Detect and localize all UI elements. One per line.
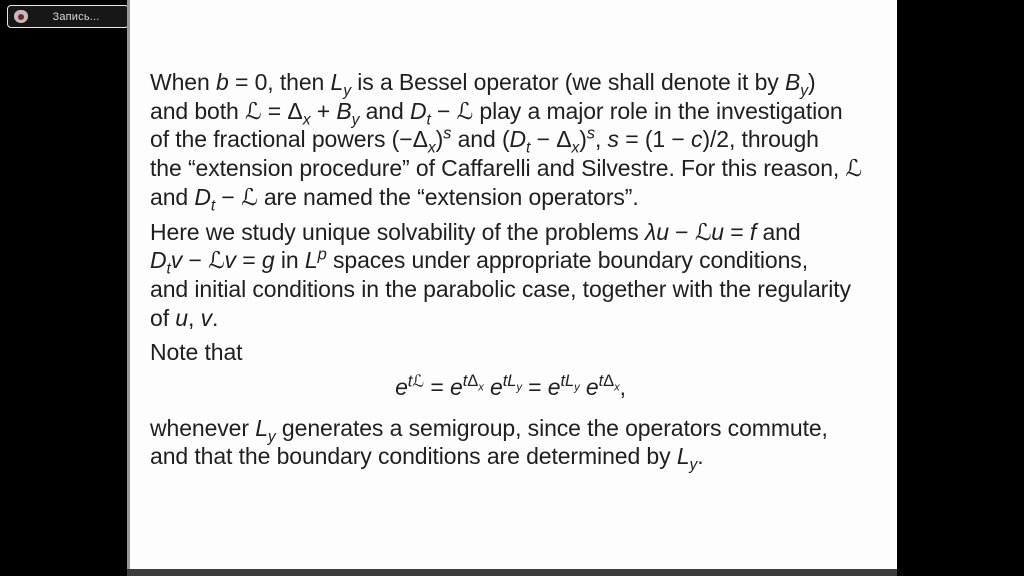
text-line: and both ℒ = $\Delta_x + B_y$ and $D_t$ − ℒ play a major role in the investigation (150, 97, 843, 129)
text-line: of u, v. (150, 304, 219, 331)
text-line: whenever $L_y$ generates a semigroup, since the operators commute, (150, 414, 828, 446)
text-line: and that the boundary conditions are determined by $L_y$. (150, 443, 704, 475)
text-line: and initial conditions in the parabolic case, together with the regularity (150, 275, 851, 302)
text-line: the “extension procedure” of Caffarelli and Silvestre. For this reason, ℒ (150, 155, 862, 182)
text-line: Note that (150, 339, 243, 366)
text-line: $D_tv$ − ℒv = g in $L^p$ spaces under appropriate boundary conditions, (150, 244, 808, 278)
bottom-strip (127, 569, 897, 576)
slide (127, 0, 897, 569)
recording-badge[interactable] (7, 5, 129, 28)
text-line: of the fractional powers $(-\Delta_x)^s$ and $(D_t - \Delta_x)^s$, s = (1 − c)/2, through (150, 123, 819, 157)
text-line: Here we study unique solvability of the problems λu − ℒu = f and (150, 218, 801, 245)
paragraph (150, 414, 881, 475)
text-line: When b = 0, then $L_y$ is a Bessel operator (we shall denote it by $B_y$) (150, 69, 816, 100)
slide-content (150, 68, 881, 475)
paragraph (150, 68, 881, 215)
paragraph (150, 218, 881, 333)
recording-label: Запись... (52, 10, 100, 23)
record-icon (14, 10, 28, 23)
record-dot (18, 14, 24, 20)
display-formula: $e^{tℒ} = e^{t\Delta_x}$ $e^{tL_y} = e^{tL_y}$ $e^{t\Delta_x}$, (395, 371, 626, 401)
paragraph (150, 338, 881, 367)
text-line: and $D_t$ − ℒ are named the “extension operators”. (150, 183, 639, 215)
